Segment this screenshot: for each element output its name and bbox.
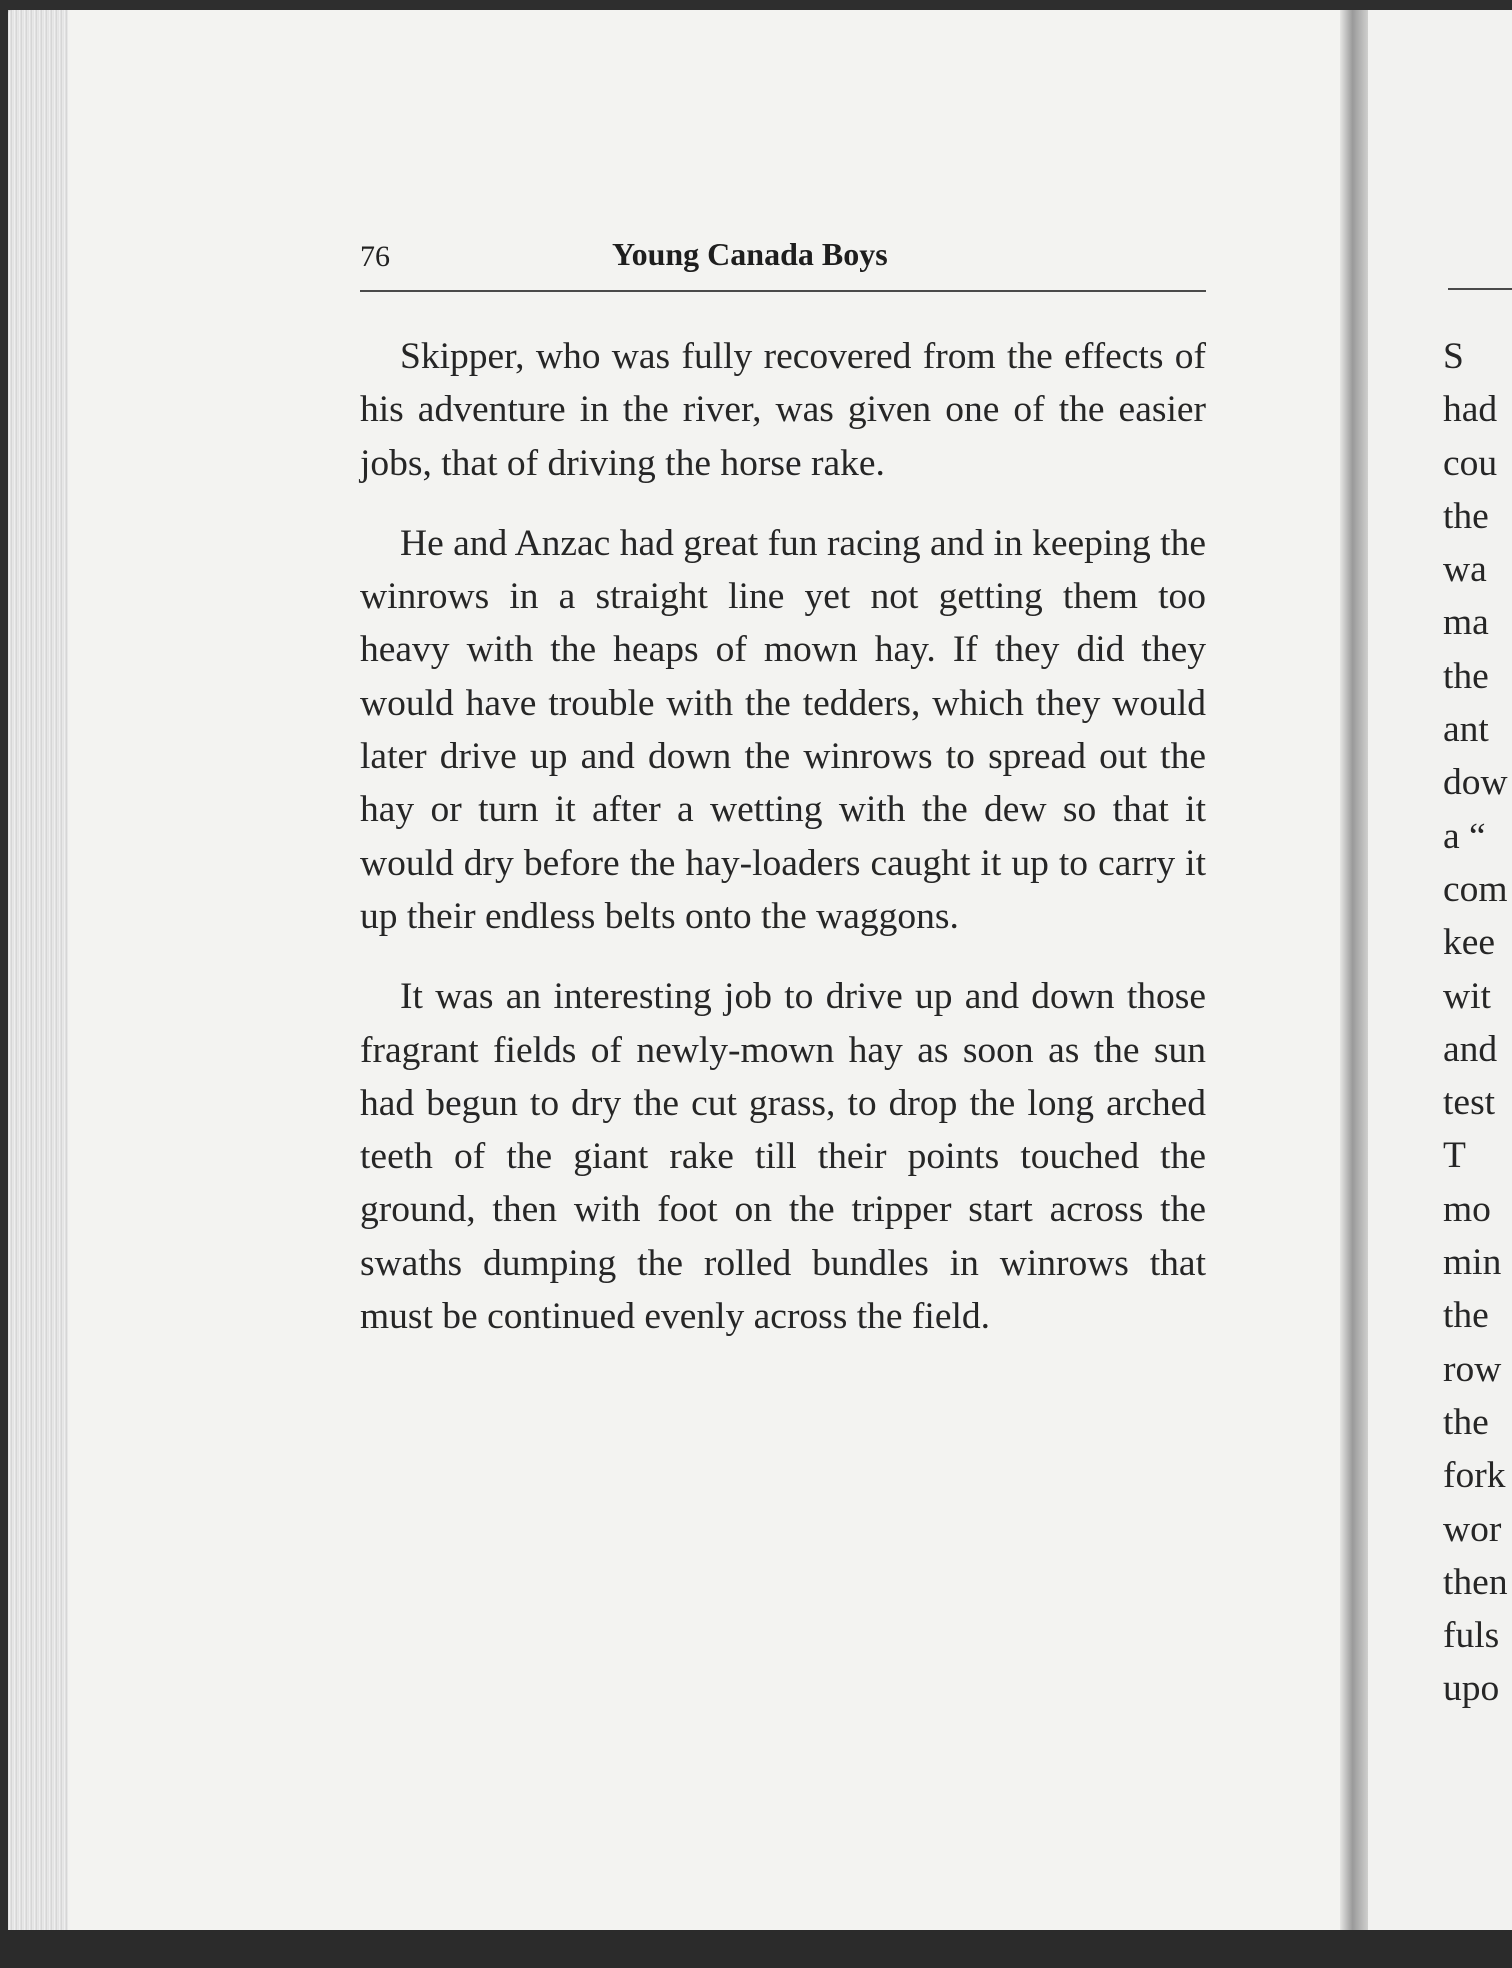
paragraph: He and Anzac had great fun racing and in keeping the winrows in a straight line yet not getting them too heavy with the heaps of mown hay. If they did they would have trouble with the tedders, which they would later drive up and down the winrows to spread out the hay or turn it after a wetting with the dew so that it would dry before the hay-loaders caught it up to carry it up their endless belts onto the waggons.	[360, 522, 1206, 937]
facing-page-rule	[1448, 288, 1512, 290]
facing-line: a “	[1443, 815, 1486, 857]
facing-line: then	[1443, 1561, 1508, 1603]
facing-line: com	[1443, 868, 1508, 910]
facing-line: min	[1443, 1242, 1502, 1284]
facing-line: dow	[1443, 762, 1508, 804]
facing-line: the	[1443, 1295, 1489, 1337]
facing-line: the	[1443, 495, 1489, 537]
facing-line: upo	[1443, 1668, 1500, 1710]
facing-line: ant	[1443, 709, 1489, 751]
facing-line: mo	[1443, 1188, 1491, 1230]
facing-line: fork	[1443, 1455, 1506, 1497]
facing-line: the	[1443, 655, 1489, 697]
facing-line: and	[1443, 1028, 1498, 1070]
facing-line: the	[1443, 1401, 1489, 1443]
running-head	[360, 232, 1206, 292]
paragraph: Skipper, who was fully recovered from the effects of his adventure in the river, was given one of the easier jobs, that of driving the horse rake.	[360, 336, 1206, 484]
book-gutter	[1340, 10, 1368, 1940]
facing-line: had	[1443, 389, 1498, 431]
facing-line: kee	[1443, 922, 1496, 964]
facing-line: fuls	[1443, 1615, 1500, 1657]
facing-page-text	[1443, 330, 1512, 1716]
facing-line: wa	[1443, 549, 1487, 591]
running-title: Young Canada Boys	[612, 236, 888, 272]
facing-line: ma	[1443, 602, 1489, 644]
facing-line: T	[1443, 1135, 1466, 1177]
facing-line: test	[1443, 1082, 1496, 1124]
page-number: 76	[360, 240, 390, 273]
bottom-shadow	[0, 1930, 1512, 1968]
facing-line: row	[1443, 1348, 1502, 1390]
facing-line: S	[1443, 336, 1464, 377]
paragraph: It was an interesting job to drive up and down those fragrant fields of newly-mown hay as soon as the sun had begun to dry the cut grass, to drop the long arched teeth of the giant rake till their points touched the ground, then with foot on the tripper start across the swaths dumping the rolled bundles in winrows that must be continued evenly across the field.	[360, 976, 1206, 1338]
facing-line: cou	[1443, 442, 1498, 484]
body-text	[360, 330, 1206, 1370]
facing-line: wit	[1443, 975, 1491, 1017]
facing-line: wor	[1443, 1508, 1502, 1550]
page-edges	[8, 10, 68, 1940]
